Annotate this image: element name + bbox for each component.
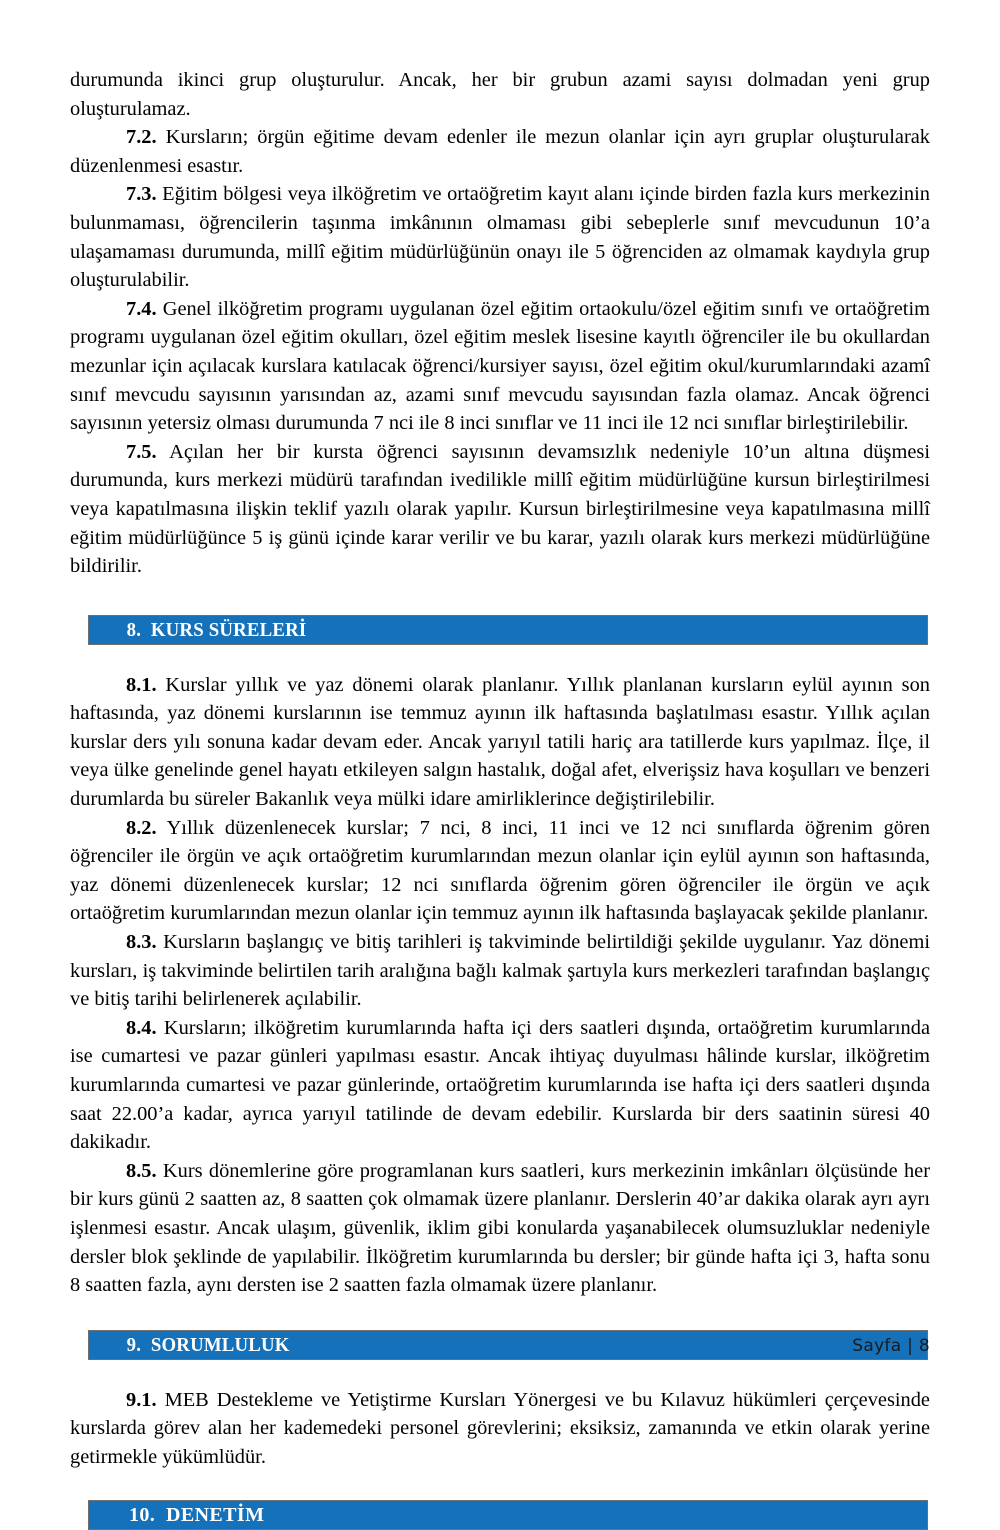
paragraph-8-5 [70, 1157, 930, 1300]
paragraph-text: Açılan her bir kursta öğrenci sayısının devamsızlık nedeniyle 10’un altına düşmesi durumunda, kurs merkezi müdürü tarafından ivedilikle millî eğitim müdürlüğüne kursun birleştirilmesi veya kapatılmasına ilişkin teklif yazılı olarak yapılır. Kursun birleştirilmesine veya kapatılmasına millî eğitim müdürlüğünce 5 iş günü içinde karar verilir ve bu karar, yazılı olarak kurs merkezi müdürlüğüne bildirilir. [70, 440, 930, 578]
paragraph-text: Yıllık düzenlenecek kurslar; 7 nci, 8 inci, 11 inci ve 12 nci sınıflarda öğrenim gören öğrenciler ile örgün ve açık ortaöğretim kurumlarından mezun olanlar için eylül ayının son haftasında, yaz dönemi düzenlenecek kurslar; 12 nci sınıflarda öğrenim gören öğrenciler ile örgün ve açık ortaöğretim kurumlarından mezun olanlar için temmuz ayının ilk haftasında başlayacak şekilde planlanır. [70, 816, 930, 925]
spacer [70, 645, 930, 671]
document-body [70, 66, 930, 1530]
paragraph-text: Genel ilköğretim programı uygulanan özel eğitim ortaokulu/özel eğitim sınıfı ve ortaöğretim programı uygulanan özel eğitim okulları, özel eğitim meslek lisesine kayıtlı öğrenciler ile bu okullardan mezunlar için açılacak kurslara katılacak öğrenci/kursiyer sayısı, özel eğitim okul/kurumlarındaki azamî sınıf mevcudu sayısının yarısından az, azami sınıf mevcudu sayısından fazla olamaz. Ancak öğrenci sayısının yetersiz olması durumunda 7 nci ile 8 inci sınıflar ve 11 inci ile 12 nci sınıflar birleştirilebilir. [70, 297, 930, 435]
paragraph-text: Kursların; örgün eğitime devam edenler ile mezun olanlar için ayrı gruplar oluşturularak düzenlenmesi esastır. [70, 126, 930, 177]
paragraph-number: 7.5. [126, 440, 157, 463]
paragraph-9-1 [70, 1386, 930, 1472]
paragraph-8-4 [70, 1014, 930, 1157]
page-number-label: Sayfa | 8 [852, 1336, 930, 1356]
paragraph-number: 8.5. [126, 1159, 157, 1182]
paragraph-text: Kurslar yıllık ve yaz dönemi olarak planlanır. Yıllık planlanan kursların eylül ayının son haftasında, yaz dönemi kurslarının ise temmuz ayının ilk haftasında başlatılması esastır. Yıllık açılan kurslar ders yılı sonuna kadar devam eder. Ancak yarıyıl tatili hariç ara tatillerde kurs yapılmaz. İlçe, il veya ülke genelinde genel hayatı etkileyen salgın hastalık, doğal afet, elverişsiz hava koşulları ve benzeri durumlarda bu süreler Bakanlık veya mülki idare amirliklerince değiştirilebilir. [70, 673, 930, 811]
section-heading-kurs-sureleri [88, 615, 928, 645]
paragraph-8-1 [70, 671, 930, 814]
paragraph-8-3 [70, 928, 930, 1014]
paragraph-8-2 [70, 814, 930, 928]
paragraph-number: 8.3. [126, 931, 157, 954]
paragraph-text: durumunda ikinci grup oluşturulur. Ancak, her bir grubun azami sayısı dolmadan yeni grup oluşturulamaz. [70, 69, 930, 120]
page-footer [829, 1316, 930, 1376]
paragraph-text: Kurs dönemlerine göre programlanan kurs saatleri, kurs merkezinin imkânları ölçüsünde her bir kurs günü 2 saatten az, 8 saatten çok olmamak üzere planlanır. Derslerin 40’ar dakika olarak ayrı ayrı işlenmesi esastır. Ancak ulaşım, güvenlik, iklim gibi konularda yaşanabilecek olumsuzluklar nedeniyle dersler blok şeklinde de yapılabilir. İlköğretim kurumlarında bu dersler; bir günde hafta içi 3, hafta sonu 8 saatten fazla, aynı dersten ise 2 saatten fazla olmamak üzere planlanır. [70, 1159, 930, 1297]
spacer [70, 1472, 930, 1500]
section-heading-denetim [88, 1500, 928, 1530]
section-heading-label: 10. DENETİM [129, 1503, 265, 1526]
paragraph-7-4 [70, 295, 930, 438]
spacer [70, 1360, 930, 1386]
paragraph-7-2 [70, 123, 930, 180]
paragraph-text: MEB Destekleme ve Yetiştirme Kursları Yönergesi ve bu Kılavuz hükümleri çerçevesinde kurslarda görev alan her kademedeki personel görevlerini; eksiksiz, zamanında ve etkin olarak yerine getirmekle yükümlüdür. [70, 1388, 930, 1468]
paragraph-number: 7.2. [126, 126, 157, 149]
spacer [70, 581, 930, 615]
paragraph-7-3 [70, 180, 930, 294]
paragraph-number: 8.2. [126, 816, 157, 839]
paragraph-text: Kursların; ilköğretim kurumlarında hafta içi ders saatleri dışında, ortaöğretim kurumlarında ise cumartesi ve pazar günleri yapılması esastır. Ancak ihtiyaç duyulması hâlinde kurslar, ilköğretim kurumlarında cumartesi ve pazar günlerinde, ortaöğretim kurumlarında ise hafta içi ders saatleri dışında saat 22.00’a kadar, ayrıca yarıyıl tatilinde de devam edebilir. Kurslarda bir ders saatinin süresi 40 dakikadır. [70, 1016, 930, 1154]
section-heading-sorumluluk [88, 1330, 928, 1360]
paragraph-carryover [70, 66, 930, 123]
section-heading-label: 9. SORUMLULUK [126, 1333, 290, 1356]
paragraph-number: 7.3. [126, 183, 157, 206]
paragraph-text: Eğitim bölgesi veya ilköğretim ve ortaöğretim kayıt alanı içinde birden fazla kurs merkezinin bulunmaması, öğrencilerin taşınma imkânının olmaması gibi sebeplerle sınıf mevcudunun 10’a ulaşamaması durumunda, millî eğitim müdürlüğünün onayı ile 5 öğrenciden az olmamak kaydıyla grup oluşturulabilir. [70, 183, 930, 292]
paragraph-7-5 [70, 438, 930, 581]
paragraph-number: 9.1. [126, 1388, 157, 1411]
spacer [70, 1300, 930, 1330]
paragraph-number: 8.1. [126, 673, 157, 696]
paragraph-text: Kursların başlangıç ve bitiş tarihleri iş takviminde belirtildiği şekilde uygulanır. Yaz dönemi kursları, iş takviminde belirtilen tarih aralığına bağlı kalmak şartıyla kurs merkezleri tarafından başlangıç ve bitiş tarihi belirlenerek açılabilir. [70, 931, 930, 1011]
paragraph-number: 7.4. [126, 297, 157, 320]
paragraph-number: 8.4. [126, 1016, 157, 1039]
section-heading-label: 8. KURS SÜRELERİ [126, 618, 307, 641]
